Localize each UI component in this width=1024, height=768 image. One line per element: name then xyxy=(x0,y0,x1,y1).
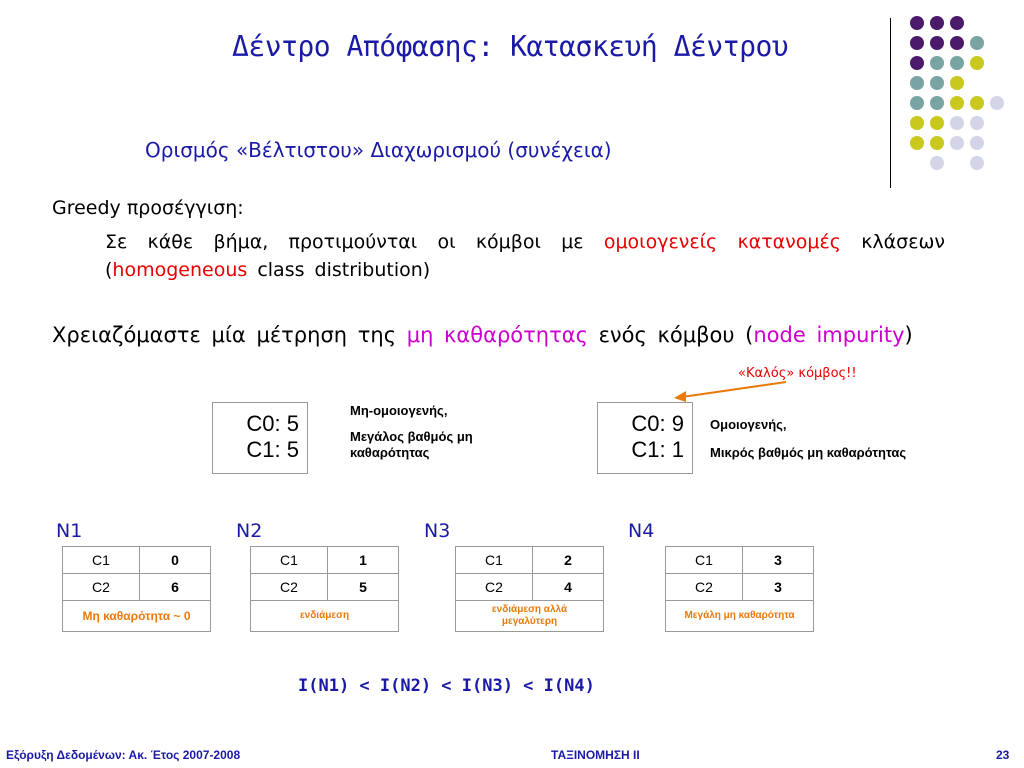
dot xyxy=(970,36,984,50)
dot xyxy=(950,116,964,130)
impurity-caption: Μη καθαρότητα ~ 0 xyxy=(63,601,211,632)
need-highlight: μη καθαρότητας xyxy=(406,323,588,347)
dot xyxy=(910,16,924,30)
box-pure-c0: C0: 9 xyxy=(631,411,684,436)
box-pure-c1: C1: 1 xyxy=(631,437,684,462)
pure-note-line-1: Ομοιογενής, xyxy=(710,417,787,432)
impurity-caption: ενδιάμεση αλλά μεγαλύτερη xyxy=(456,601,604,632)
greedy-homogeneous: homogeneous xyxy=(112,259,248,281)
need-text-2: ενός κόμβου ( xyxy=(587,323,754,347)
dot xyxy=(910,116,924,130)
node-table-n4 xyxy=(665,546,814,632)
dot xyxy=(930,36,944,50)
class-cell: C2 xyxy=(63,574,140,601)
mixed-note xyxy=(350,400,473,464)
node-table-n1 xyxy=(62,546,211,632)
dot xyxy=(950,16,964,30)
dot xyxy=(970,156,984,170)
class-cell: C1 xyxy=(666,547,743,574)
dot xyxy=(930,16,944,30)
class-cell: C2 xyxy=(251,574,328,601)
count-cell: 5 xyxy=(328,574,399,601)
dot xyxy=(950,96,964,110)
impurity-inequality: I(N1) < I(N2) < I(N3) < I(N4) xyxy=(298,676,595,696)
greedy-text-1: Σε κάθε βήμα, προτιμούνται οι κόμβοι με xyxy=(105,231,604,253)
greedy-paragraph xyxy=(105,228,945,284)
class-cell: C2 xyxy=(456,574,533,601)
dot xyxy=(930,156,944,170)
slide-title: Δέντρο Απόφασης: Κατασκευή Δέντρου xyxy=(232,30,789,63)
dot xyxy=(970,96,984,110)
node-box-pure xyxy=(597,402,693,474)
node-box-mixed xyxy=(212,402,308,474)
dot xyxy=(910,76,924,90)
slide-subtitle: Ορισμός «Βέλτιστου» Διαχωρισμού (συνέχεια) xyxy=(145,138,612,162)
table-row xyxy=(63,574,211,601)
dot xyxy=(950,36,964,50)
footer-course: Εξόρυξη Δεδομένων: Ακ. Έτος 2007-2008 xyxy=(6,748,241,762)
mixed-note-line-1: Μη-ομοιογενής, xyxy=(350,403,448,418)
footer-page-number: 23 xyxy=(996,748,1010,762)
count-cell: 2 xyxy=(533,547,604,574)
table-row xyxy=(251,601,399,632)
need-text-1: Χρειαζόμαστε μία μέτρηση της xyxy=(52,323,407,347)
table-row xyxy=(251,574,399,601)
mixed-note-line-3: καθαρότητας xyxy=(350,445,430,460)
dot xyxy=(930,76,944,90)
count-cell: 0 xyxy=(140,547,211,574)
footer-chapter: ΤΑΞΙΝΟΜΗΣΗ ΙΙ xyxy=(551,748,640,762)
dot xyxy=(950,136,964,150)
impurity-caption: Μεγάλη μη καθαρότητα xyxy=(666,601,814,632)
dot xyxy=(910,56,924,70)
pure-note xyxy=(710,414,906,464)
dot xyxy=(970,136,984,150)
dot xyxy=(910,96,924,110)
need-text-3: ) xyxy=(904,323,913,347)
table-row xyxy=(63,601,211,632)
dot xyxy=(930,116,944,130)
dot xyxy=(970,56,984,70)
greedy-heading: Greedy προσέγγιση: xyxy=(52,197,244,219)
dot xyxy=(950,76,964,90)
box-mixed-c1: C1: 5 xyxy=(246,437,299,462)
greedy-text-2: κλάσεων ( xyxy=(105,231,945,281)
class-cell: C1 xyxy=(251,547,328,574)
dot xyxy=(970,116,984,130)
node-table-n2 xyxy=(250,546,399,632)
dot xyxy=(930,56,944,70)
table-row xyxy=(666,601,814,632)
box-mixed-c0: C0: 5 xyxy=(246,411,299,436)
dot xyxy=(930,96,944,110)
pure-note-line-2: Μικρός βαθμός μη καθαρότητας xyxy=(710,445,907,460)
dot xyxy=(910,36,924,50)
table-row xyxy=(456,574,604,601)
node-label-n4: N4 xyxy=(628,520,655,542)
count-cell: 4 xyxy=(533,574,604,601)
class-cell: C1 xyxy=(63,547,140,574)
table-row xyxy=(63,547,211,574)
node-table-n3 xyxy=(455,546,604,632)
need-node-impurity: node impurity xyxy=(753,323,905,347)
table-row xyxy=(251,547,399,574)
class-cell: C1 xyxy=(456,547,533,574)
greedy-text-3: class distribution) xyxy=(247,259,431,281)
class-cell: C2 xyxy=(666,574,743,601)
decorative-dot-grid xyxy=(0,0,1024,200)
table-row xyxy=(666,574,814,601)
node-label-n3: N3 xyxy=(424,520,451,542)
dot xyxy=(950,56,964,70)
dot xyxy=(930,136,944,150)
mixed-note-line-2: Μεγάλος βαθμός μη xyxy=(350,429,473,444)
impurity-caption: ενδιάμεση xyxy=(251,601,399,632)
count-cell: 3 xyxy=(743,574,814,601)
table-row xyxy=(456,547,604,574)
node-label-n2: N2 xyxy=(236,520,263,542)
table-row xyxy=(456,601,604,632)
good-node-label: «Καλός» κόμβος!! xyxy=(738,366,857,381)
count-cell: 3 xyxy=(743,547,814,574)
greedy-highlight: ομοιογενείς κατανομές xyxy=(603,231,841,253)
dot xyxy=(990,96,1004,110)
node-label-n1: N1 xyxy=(56,520,83,542)
table-row xyxy=(666,547,814,574)
count-cell: 1 xyxy=(328,547,399,574)
count-cell: 6 xyxy=(140,574,211,601)
dot xyxy=(910,136,924,150)
impurity-paragraph xyxy=(52,320,945,351)
